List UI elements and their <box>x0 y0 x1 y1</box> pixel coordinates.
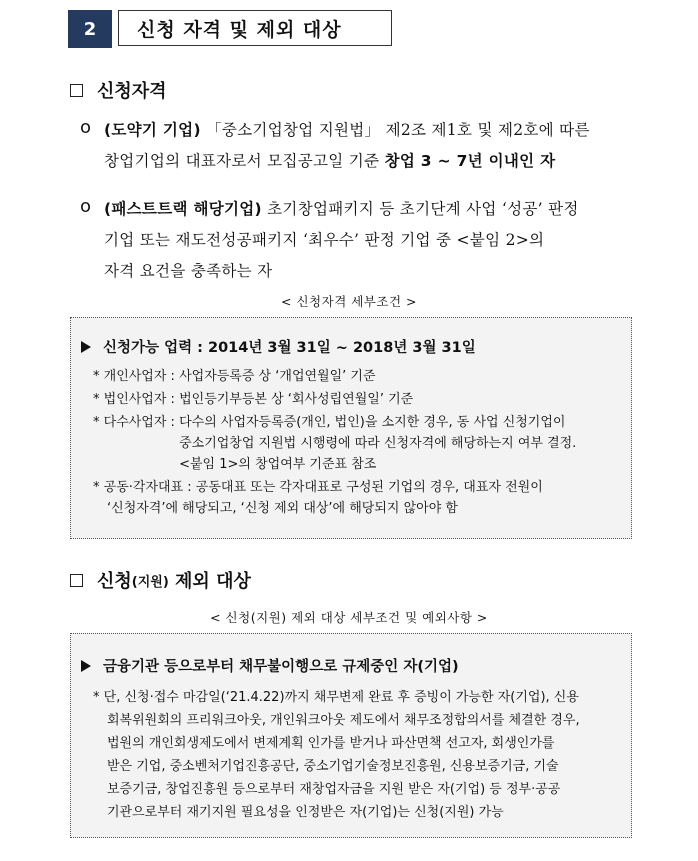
note-label: * 공동·각자대표 : <box>93 480 196 495</box>
eligibility-notes <box>93 366 628 519</box>
item-text-line: 기업 또는 재도전성공패키지 ‘최우수’ 판정 기업 중 <붙임 2>의 <box>104 231 545 249</box>
exclusion-caption: < 신청(지원) 제외 대상 세부조건 및 예외사항 > <box>210 610 488 625</box>
section-number: 2 <box>83 18 97 40</box>
note-text: 보증기금, 창업진흥원 등으로부터 재창업자금을 지원 받은 자(기업) 등 정부·공공 <box>107 782 561 797</box>
note-text: 단, 신청·접수 마감일(‘21.4.22)까지 채무변제 완료 후 증빙이 가능한 자(기업), 신용 <box>103 690 579 705</box>
note-text: 다수의 사업자등록증(개인, 법인)을 소지한 경우, 동 사업 신청기업이 <box>179 415 566 430</box>
triangle-bullet-icon <box>81 341 91 353</box>
eligibility-box-heading-text: 신청가능 업력 : 2014년 3월 31일 ~ 2018년 3월 31일 <box>103 340 476 356</box>
exclusion-box-heading-text: 금융기관 등으로부터 채무불이행으로 규제중인 자(기업) <box>103 659 459 675</box>
eligibility-item-fasttrack <box>104 194 644 287</box>
item-label: (패스트트랙 해당기업) <box>104 200 262 218</box>
eligibility-caption: < 신청자격 세부조건 > <box>281 294 417 309</box>
eligibility-heading <box>70 77 167 103</box>
exclusion-notes <box>93 686 633 824</box>
note-text: 받은 기업, 중소벤처기업진흥공단, 중소기업기술정보진흥원, 신용보증기금, 기술 <box>107 759 559 774</box>
eligibility-item-growth <box>104 115 644 177</box>
note-text: ‘신청자격’에 해당되고, ‘신청 제외 대상’에 해당되지 않아야 함 <box>107 501 458 516</box>
eligibility-box-heading <box>81 336 476 357</box>
note-text: 회복위원회의 프리워크아웃, 개인워크아웃 제도에서 채무조정합의서를 체결한 경우, <box>107 713 580 728</box>
checkbox-icon <box>70 84 83 97</box>
note-text: 기관으로부터 재기지원 필요성을 인정받은 자(기업)는 신청(지원) 가능 <box>107 805 504 820</box>
item-text-line: 자격 요건을 충족하는 자 <box>104 262 273 280</box>
circle-bullet-icon: ο <box>80 196 92 217</box>
note-text: <붙임 1>의 창업여부 기준표 참조 <box>179 457 377 472</box>
eligibility-detail-box <box>70 317 632 539</box>
note-label: * 법인사업자 : <box>93 392 180 407</box>
section-number-badge <box>68 10 112 48</box>
item-emphasis: 창업 3 ~ 7년 이내인 자 <box>384 152 556 170</box>
note-text: 법원의 개인회생제도에서 변제계획 인가를 받거나 파산면책 선고자, 회생인가를 <box>107 736 555 751</box>
note-text: 중소기업창업 지원법 시행령에 따라 신청자격에 해당하는지 여부 결정. <box>179 436 577 451</box>
section-title-box <box>118 10 392 46</box>
item-label: (도약기 기업) <box>104 121 201 139</box>
exclusion-heading-small: (지원) <box>131 574 169 590</box>
note-label: * <box>93 690 104 705</box>
exclusion-heading-pre: 신청 <box>97 571 132 592</box>
exclusion-box-heading <box>81 655 459 676</box>
checkbox-icon <box>70 574 83 587</box>
note-text: 공동대표 또는 각자대표로 구성된 기업의 경우, 대표자 전원이 <box>195 480 543 495</box>
note-individual <box>93 366 628 387</box>
exclusion-heading <box>70 567 251 593</box>
note-multiple <box>93 412 628 475</box>
note-label: * 개인사업자 : <box>93 369 180 384</box>
item-text-line: 창업기업의 대표자로서 모집공고일 기준 <box>104 152 385 170</box>
exclusion-heading-post: 제외 대상 <box>168 571 251 592</box>
section-title: 신청 자격 및 제외 대상 <box>137 18 342 41</box>
item-text-line: 「중소기업창업 지원법」 제2조 제1호 및 제2호에 따른 <box>206 121 590 139</box>
note-text: 사업자등록증 상 ‘개업연월일’ 기준 <box>179 369 376 384</box>
note-joint <box>93 477 628 519</box>
exclusion-detail-box <box>70 633 632 838</box>
eligibility-heading-text: 신청자격 <box>97 81 167 102</box>
note-label: * 다수사업자 : <box>93 415 180 430</box>
circle-bullet-icon: ο <box>80 117 92 138</box>
note-text: 법인등기부등본 상 ‘회사성립연월일’ 기준 <box>179 392 414 407</box>
triangle-bullet-icon <box>81 660 91 672</box>
note-corporate <box>93 389 628 410</box>
item-text-line: 초기창업패키지 등 초기단계 사업 ‘성공’ 판정 <box>267 200 579 218</box>
